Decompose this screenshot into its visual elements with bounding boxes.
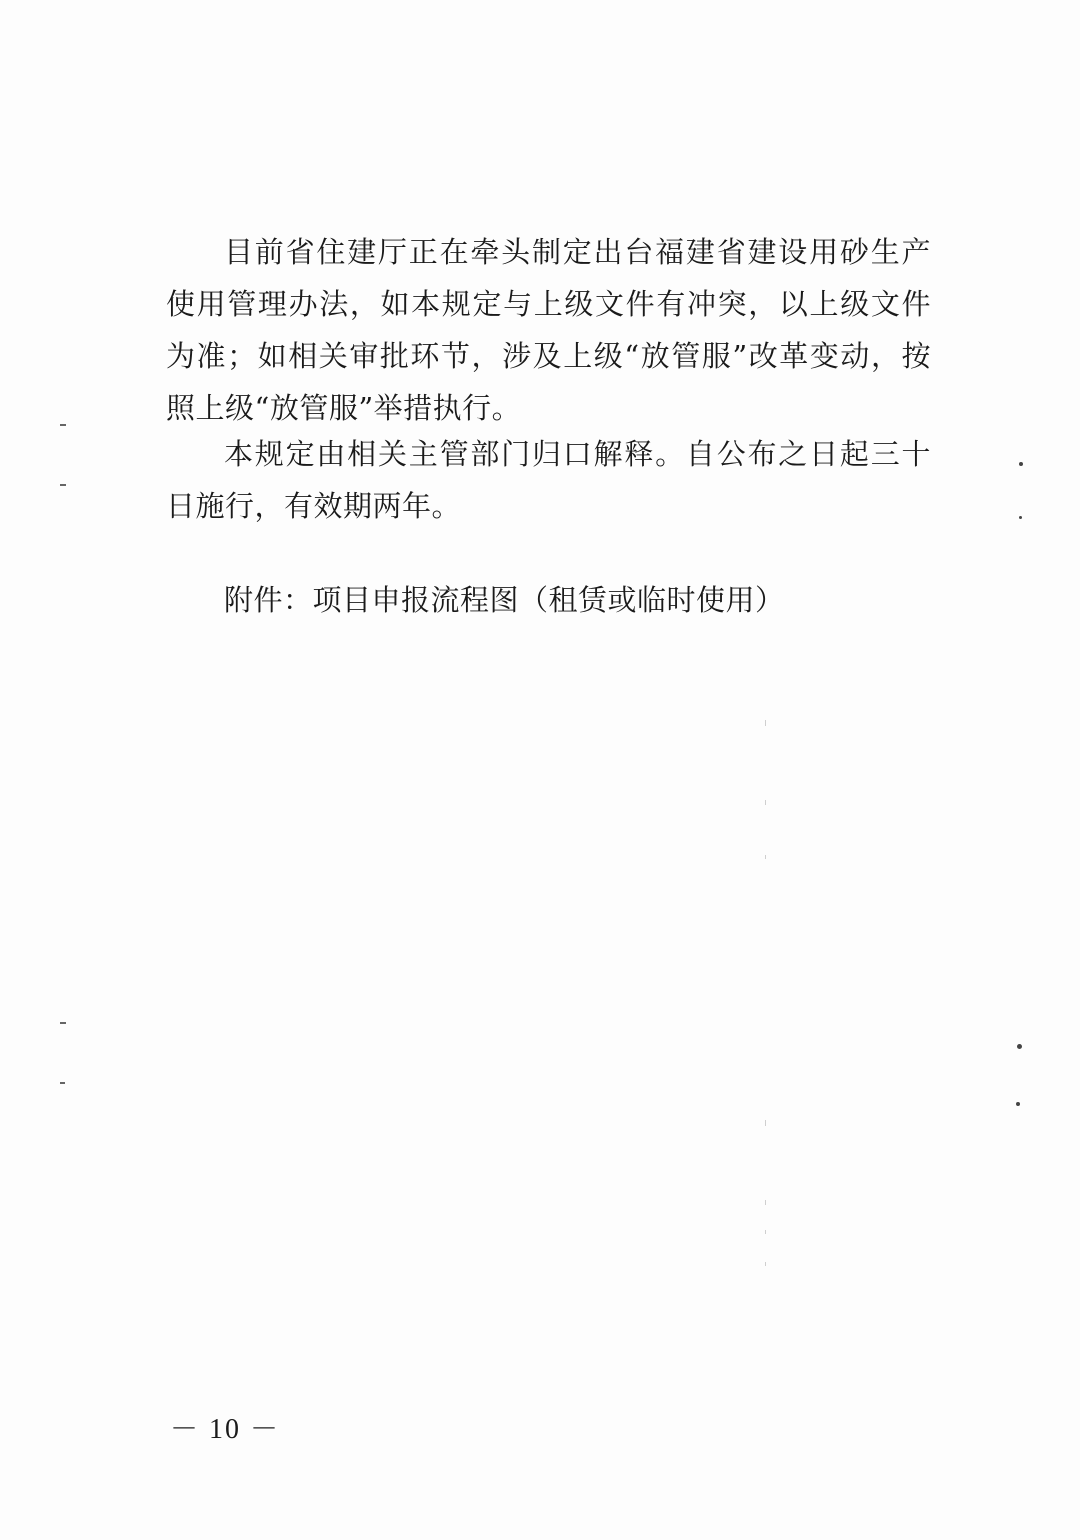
scan-speck	[1016, 1102, 1020, 1106]
scan-line	[765, 1230, 766, 1234]
scan-line	[765, 855, 766, 859]
scan-mark	[60, 1022, 66, 1024]
scan-mark	[60, 1082, 65, 1084]
scan-mark	[60, 484, 66, 486]
attachment-line: 附件：项目申报流程图（租赁或临时使用）	[224, 583, 785, 617]
scan-speck	[1019, 462, 1023, 466]
scan-speck	[1017, 1044, 1022, 1049]
paragraph-regulation-note: 目前省住建厅正在牵头制定出台福建省建设用砂生产使用管理办法，如本规定与上级文件有冲突，以上级文件为准；如相关审批环节，涉及上级“放管服”改革变动，按照上级“放管服”举措执行。	[166, 235, 931, 425]
scan-line	[765, 1200, 766, 1205]
scan-speck	[1019, 516, 1022, 519]
page-number: － 10 －	[170, 1414, 281, 1445]
scan-line	[765, 1262, 766, 1266]
paragraph-interpretation-effective-date: 本规定由相关主管部门归口解释。自公布之日起三十日施行，有效期两年。	[166, 437, 931, 523]
scan-line	[765, 720, 766, 726]
scan-mark	[60, 424, 66, 426]
scan-line	[765, 800, 766, 805]
scan-line	[765, 1120, 766, 1126]
